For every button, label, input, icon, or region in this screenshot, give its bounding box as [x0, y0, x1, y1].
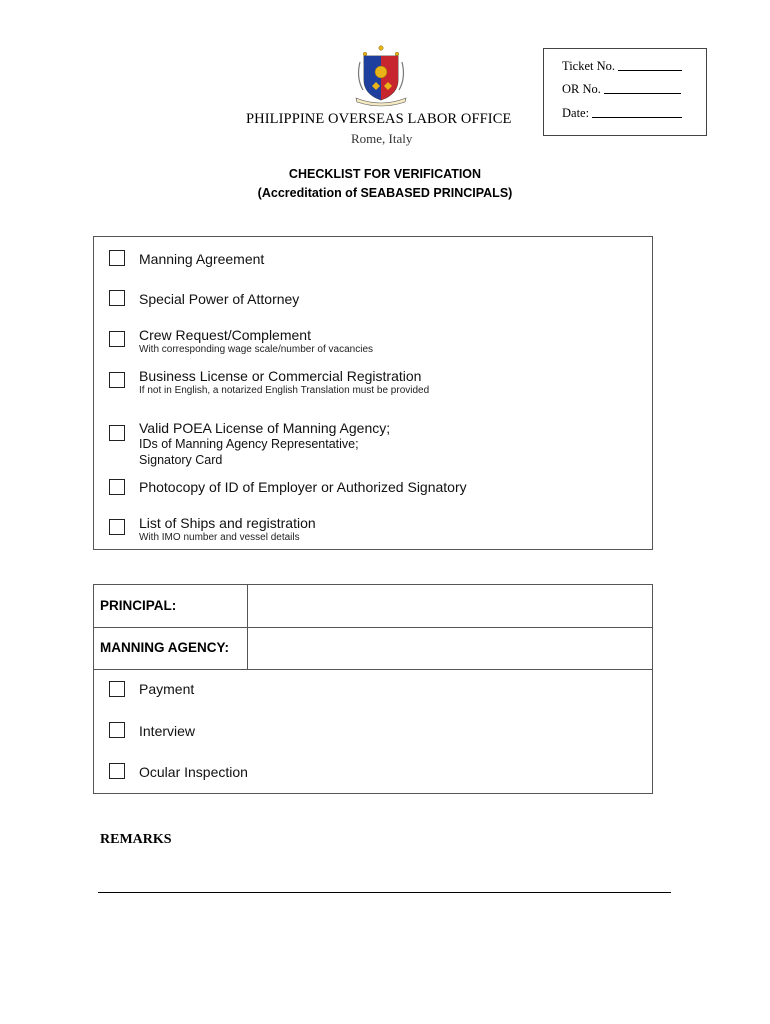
checkbox[interactable] — [109, 425, 125, 441]
principal-input[interactable] — [249, 585, 649, 627]
checklist-item-label: Photocopy of ID of Employer or Authorized Signatory — [139, 479, 467, 495]
philippine-seal-icon — [350, 42, 412, 108]
checklist-item-label: Manning Agreement — [139, 251, 265, 267]
checklist-subtitle: (Accreditation of SEABASED PRINCIPALS) — [257, 186, 513, 200]
checkbox[interactable] — [109, 681, 125, 697]
or-no-row — [562, 82, 681, 97]
manning-agency-row — [94, 627, 652, 670]
or-no-field[interactable] — [604, 93, 681, 94]
checkbox[interactable] — [109, 722, 125, 738]
checklist-item-note: With corresponding wage scale/number of vacancies — [139, 344, 374, 355]
remarks-line[interactable] — [98, 892, 671, 893]
date-field[interactable] — [592, 117, 682, 118]
checklist-item-label: Special Power of Attorney — [139, 291, 300, 307]
ticket-no-row — [562, 59, 682, 74]
checkbox[interactable] — [109, 372, 125, 388]
checklist-box — [93, 236, 653, 550]
checklist-item-label: Crew Request/Complement — [139, 327, 311, 343]
date-label: Date: — [562, 106, 590, 120]
ticket-no-label: Ticket No. — [562, 59, 616, 73]
ticket-box — [543, 48, 707, 136]
principal-table — [93, 584, 653, 794]
ticket-no-field[interactable] — [618, 70, 682, 71]
ocular-inspection-label: Ocular Inspection — [139, 764, 248, 780]
office-location: Rome, Italy — [351, 131, 413, 146]
checklist-item-label: Valid POEA License of Manning Agency; — [139, 420, 391, 436]
or-no-label: OR No. — [562, 82, 601, 96]
checkbox[interactable] — [109, 519, 125, 535]
date-row — [562, 106, 682, 121]
checkbox[interactable] — [109, 331, 125, 347]
manning-agency-label-cell — [94, 627, 248, 669]
manning-agency-label: MANNING AGENCY: — [100, 640, 229, 655]
checklist-item-line: IDs of Manning Agency Representative; — [139, 437, 359, 451]
checklist-item-label: List of Ships and registration — [139, 515, 316, 531]
remarks-label: REMARKS — [100, 832, 172, 847]
principal-label-cell — [94, 585, 248, 627]
principal-row — [94, 585, 652, 628]
checklist-item-label: Business License or Commercial Registration — [139, 368, 422, 384]
checkbox[interactable] — [109, 290, 125, 306]
interview-label: Interview — [139, 723, 196, 739]
checklist-item-line: Signatory Card — [139, 453, 223, 467]
checklist-item-note: With IMO number and vessel details — [139, 532, 300, 543]
checkbox[interactable] — [109, 250, 125, 266]
principal-label: PRINCIPAL: — [100, 598, 177, 613]
office-name: PHILIPPINE OVERSEAS LABOR OFFICE — [246, 111, 512, 127]
checkbox[interactable] — [109, 763, 125, 779]
manning-agency-input[interactable] — [249, 627, 649, 669]
checklist-item-note: If not in English, a notarized English Translation must be provided — [139, 385, 430, 396]
checklist-title: CHECKLIST FOR VERIFICATION — [288, 167, 482, 181]
payment-label: Payment — [139, 681, 195, 697]
checkbox[interactable] — [109, 479, 125, 495]
